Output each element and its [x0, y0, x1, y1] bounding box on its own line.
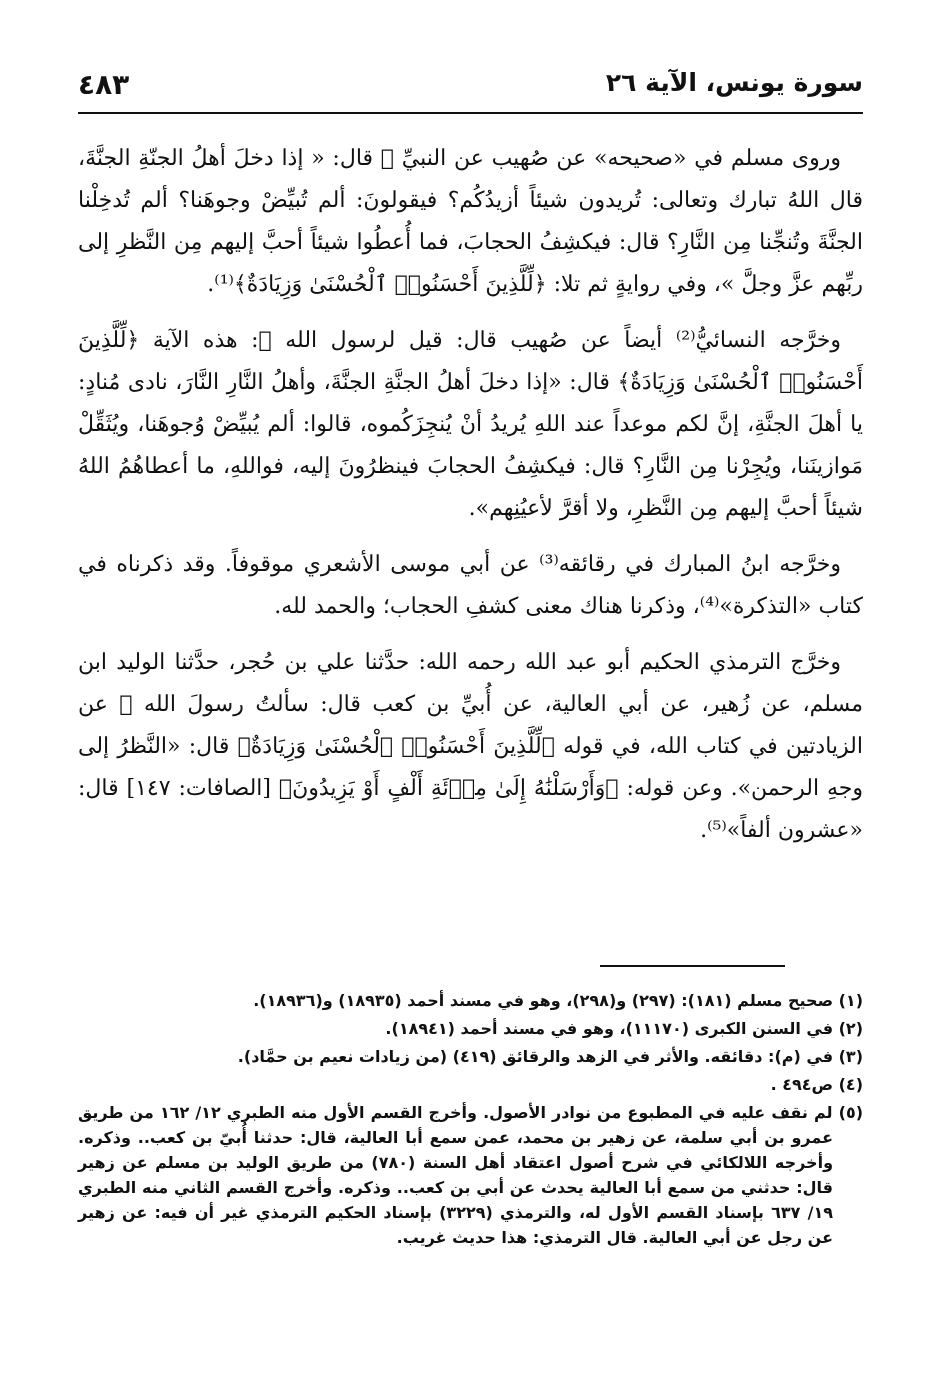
footnotes [78, 988, 863, 1253]
footnote: (٢) في السنن الكبرى (١١١٧٠)، وهو في مسند أحمد (١٨٩٤١). [385, 1019, 863, 1038]
page-header [78, 60, 863, 108]
footnote: (١) صحيح مسلم (١٨١): (٢٩٧) و(٢٩٨)، وهو في مسند أحمد (١٨٩٣٥) و(١٨٩٣٦). [253, 991, 863, 1010]
footnote-rule [600, 965, 785, 967]
main-text [78, 138, 863, 866]
paragraph: وروى مسلم في «صحيحه» عن صُهيب عن النبيِّ ﷺ قال: « إذا دخلَ أهلُ الجنّةِ الجنَّةَ، قال اللهُ تبارك وتعالى: تُريدون شيئاً أزيدُكُم؟ فيقولونَ: ألم تُبيِّضْ وجوهَنا؟ ألم تُدخِلْنا الجنَّةَ وتُنجِّنا مِن النَّارِ؟ قال: فيكشِفُ الحجابَ، فما أُعطُوا شيئاً أحبَّ إليهم مِن النَّظرِ إلى ربِّهم عزَّ وجلَّ »، وفي روايةٍ ثم تلا: ﴿لِّلَّذِينَ أَحْسَنُوا۟ ٱلْحُسْنَىٰ وَزِيَادَةٌ﴾⁽¹⁾. [78, 146, 863, 297]
paragraph: وخرَّجه ابنُ المبارك في رقائقه⁽³⁾ عن أبي موسى الأشعري موقوفاً. وقد ذكرناه في كتاب «التذكرة»⁽⁴⁾، وذكرنا هناك معنى كشفِ الحجاب؛ والحمد لله. [78, 552, 863, 619]
header-rule [78, 112, 863, 114]
footnote: (٥) لم نقف عليه في المطبوع من نوادر الأصول. وأخرج القسم الأول منه الطبري ١٢/ ١٦٢ من طريق عمرو بن أبي سلمة، عن زهير بن محمد، عمن سمع أبا العالية، قال: حدثنا أُبيّ بن كعب.. وذكره. وأخرجه اللالكائي في شرح أصول اعتقاد أهل السنة (٧٨٠) من طريق الوليد بن مسلم عن زهير قال: حدثني من سمع أبا العالية يحدث عن أبي بن كعب.. وذكره. وأخرج القسم الثاني منه الطبري ١٩/ ٦٣٧ بإسناد القسم الأول له، والترمذي (٣٢٢٩) بإسناد الحكيم الترمذي غير أن فيه: عن زهير عن رجل عن أبي العالية. قال الترمذي: هذا حديث غريب. [78, 1103, 864, 1247]
footnote: (٤) ص٤٩٤ . [770, 1075, 863, 1094]
running-title: سورة يونس، الآية ٢٦ [605, 68, 863, 97]
page-number: ٤٨٣ [78, 68, 130, 101]
paragraph: وخرَّج الترمذي الحكيم أبو عبد الله رحمه الله: حدَّثنا علي بن حُجر، حدَّثنا الوليد ابن مسلم، عن زُهير، عن أبي العالية، عن أُبيِّ بن كعب قال: سألتُ رسولَ الله ﷺ عن الزيادتين في كتاب الله، في قوله ﴿لِّلَّذِينَ أَحْسَنُوا۟ ٱلْحُسْنَىٰ وَزِيَادَةٌ﴾ قال: «النَّظرُ إلى وجهِ الرحمن». وعن قوله: ﴿وَأَرْسَلْنَٰهُ إِلَىٰ مِا۟ئَةِ أَلْفٍ أَوْ يَزِيدُونَ﴾ [الصافات: ١٤٧] قال: «عشرون ألفاً»⁽⁵⁾. [78, 650, 863, 843]
paragraph: وخرَّجه النسائيُّ⁽²⁾ أيضاً عن صُهيب قال: قيل لرسول الله ﷺ: هذه الآية ﴿لِّلَّذِينَ أَحْسَنُوا۟ ٱلْحُسْنَىٰ وَزِيَادَةٌ﴾ قال: «إذا دخلَ أهلُ الجنَّةِ الجنَّةَ، وأهلُ النَّارِ النَّارَ، نادى مُنادٍ: يا أهلَ الجنَّةِ، إنَّ لكم موعداً عند اللهِ يُريدُ أنْ يُنجِزَكُموه، قالوا: ألم يُبيِّضْ وُجوهَنا، ويُثَقِّلْ مَوازينَنا، ويُجِرْنا مِن النَّارِ؟ قال: فيكشِفُ الحجابَ فينظرُونَ إليه، فواللهِ، ما أعطاهُمُ اللهُ شيئاً أحبَّ إليهم مِن النَّظرِ، ولا أقرَّ لأعيُنِهم». [78, 328, 863, 521]
footnote: (٣) في (م): دقائقه. والأثر في الزهد والرقائق (٤١٩) (من زيادات نعيم بن حمَّاد). [237, 1047, 863, 1066]
